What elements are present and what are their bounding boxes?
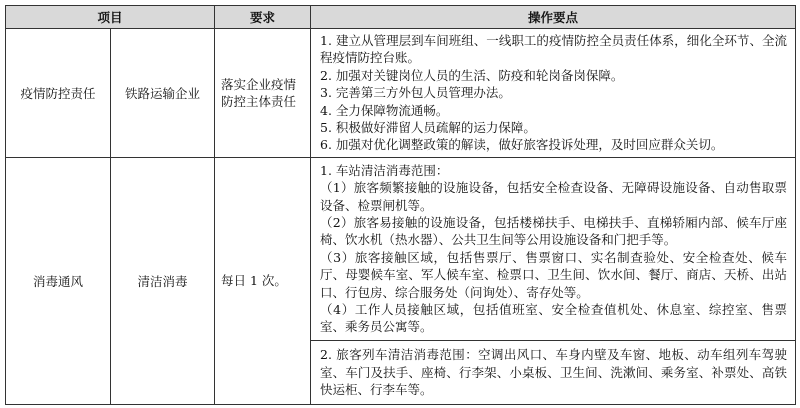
list-item: 3. 完善第三方外包人员管理办法。 [320,85,511,101]
list-item: （3）旅客接触区域，包括售票厅、售票窗口、实名制查验处、安全检查处、候车厅、母婴候车室、军人候车室、检票口、卫生间、饮水间、餐厅、商店、天桥、出站口、行包房、综合服务处（问询处）、寄存处等。 [320,249,788,300]
header-row [6,6,796,29]
table-row [6,29,796,158]
list-item: 2. 旅客列车清洁消毒范围：空调出风口、车身内壁及车窗、地板、动车组列车驾驶室、车门及扶手、座椅、行李架、小桌板、卫生间、洗漱间、乘务室、补票处、高铁快运柜、行李车等。 [320,347,788,398]
row2-ops-station [311,157,796,340]
header-ops: 操作要点 [311,6,796,29]
row1-ops [311,29,796,158]
header-requirement: 要求 [215,6,311,29]
list-item: 1. 车站清洁消毒范围： [320,162,449,178]
row2-category: 消毒通风 [6,157,111,404]
list-item: （2）旅客易接触的设施设备，包括楼梯扶手、电梯扶手、直梯轿厢内部、候车厅座椅、饮水机（热水器）、公共卫生间等公用设施设备和门把手等。 [320,215,788,248]
table-row [6,157,796,340]
list-item: 6. 加强对优化调整政策的解读，做好旅客投诉处理，及时回应群众关切。 [320,137,724,153]
row1-category: 疫情防控责任 [6,29,111,158]
list-item: （4）工作人员接触区域，包括值班室、安全检查值机处、休息室、综控室、售票室、乘务员公寓等。 [320,302,788,335]
list-item: （1）旅客频繁接触的设施设备，包括安全检查设备、无障碍设施设备、自动售取票设备、检票闸机等。 [320,180,788,213]
list-item: 5. 积极做好滞留人员疏解的运力保障。 [320,120,536,136]
list-item: 4. 全力保障物流通畅。 [320,102,449,118]
row2-sub: 清洁消毒 [111,157,215,404]
row1-requirement: 落实企业疫情防控主体责任 [215,29,311,158]
row1-sub: 铁路运输企业 [111,29,215,158]
list-item: 2. 加强对关键岗位人员的生活、防疫和轮岗备岗保障。 [320,67,624,83]
row2-requirement: 每日 1 次。 [215,157,311,404]
disinfection-requirements-table [5,5,796,405]
header-item: 项目 [6,6,215,29]
row2-ops-train [311,340,796,404]
list-item: 1. 建立从管理层到车间班组、一线职工的疫情防控全员责任体系，细化全环节、全流程疫情防控台账。 [320,33,788,66]
